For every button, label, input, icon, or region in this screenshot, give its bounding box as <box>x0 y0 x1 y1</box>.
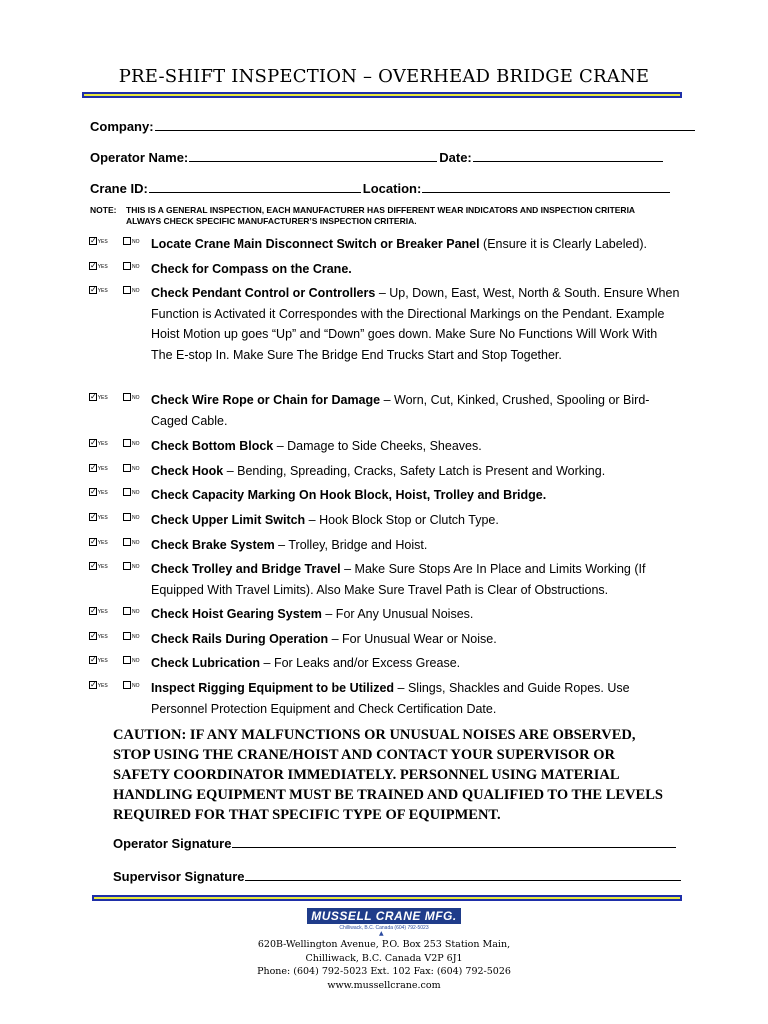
checklist-item-detail: – For Unusual Wear or Noise. <box>328 632 497 646</box>
logo-tagline: Chilliwack, B.C. Canada (604) 792-5023 <box>339 925 429 931</box>
checklist-item-text <box>151 436 681 457</box>
logo-wordmark: MUSSELL CRANE MFG. <box>307 908 461 924</box>
no-checkbox-label: NO <box>132 564 140 570</box>
checklist-item-detail: (Ensure it is Clearly Labeled). <box>479 237 648 251</box>
checkbox-square-icon <box>123 464 131 472</box>
no-checkbox-label: NO <box>132 239 140 245</box>
no-checkbox[interactable] <box>123 237 140 245</box>
check-mark-icon: ✓ <box>90 561 97 570</box>
checklist-item-heading: Check Capacity Marking On Hook Block, Hoist, Trolley and Bridge. <box>151 488 547 502</box>
checkbox-square-icon <box>123 656 131 664</box>
checkbox-square-icon <box>123 562 131 570</box>
supervisor-signature-field <box>113 868 683 884</box>
checklist-item-detail: – Slings, Shackles and Guide Ropes. Use Personnel Protection Equipment and Check Certification Date. <box>151 681 630 716</box>
checklist-item-text <box>151 604 681 625</box>
checklist-item-text <box>151 653 681 674</box>
check-mark-icon: ✓ <box>90 438 97 447</box>
no-checkbox[interactable] <box>123 262 140 270</box>
yes-checkbox-label: YES <box>97 466 108 472</box>
supervisor-signature-line[interactable] <box>245 868 681 881</box>
yes-checkbox-label: YES <box>97 441 108 447</box>
no-checkbox-label: NO <box>132 288 140 294</box>
checkbox-square-icon <box>123 439 131 447</box>
check-mark-icon: ✓ <box>90 655 97 664</box>
no-checkbox-label: NO <box>132 609 140 615</box>
checklist-item-heading: Check Pendant Control or Controllers <box>151 286 376 300</box>
checklist-item-text <box>151 559 681 600</box>
operator-signature-field <box>113 835 678 851</box>
no-checkbox[interactable] <box>123 632 140 640</box>
checklist-item-heading: Check for Compass on the Crane. <box>151 262 352 276</box>
operator-name-input-line[interactable] <box>189 149 437 162</box>
yes-checkbox[interactable] <box>90 488 108 496</box>
checklist-item-detail: – Worn, Cut, Kinked, Crushed, Spooling or Bird-Caged Cable. <box>151 393 650 428</box>
yes-checkbox[interactable] <box>90 262 108 270</box>
check-mark-icon: ✓ <box>90 512 97 521</box>
company-field <box>90 118 697 134</box>
logo-crane-icon: ▲ <box>379 930 384 937</box>
crane-id-label: Crane ID: <box>90 181 148 196</box>
check-mark-icon: ✓ <box>90 487 97 496</box>
check-mark-icon: ✓ <box>90 680 97 689</box>
checklist-item-text <box>151 678 681 719</box>
yes-checkbox[interactable] <box>90 681 108 689</box>
yes-checkbox-label: YES <box>97 264 108 270</box>
yes-checkbox-label: YES <box>97 288 108 294</box>
no-checkbox[interactable] <box>123 607 140 615</box>
no-checkbox-label: NO <box>132 540 140 546</box>
no-checkbox-label: NO <box>132 490 140 496</box>
yes-checkbox-label: YES <box>97 564 108 570</box>
checkbox-square-icon <box>123 262 131 270</box>
checkbox-square-icon <box>123 393 131 401</box>
check-mark-icon: ✓ <box>90 285 97 294</box>
checklist-item-detail: – Up, Down, East, West, North & South. Ensure When Function is Activated it Correspondes with the Directional Markings on the Pendant. Example Hoist Motion up goes “Up” and “Down” goes down. Make Sure No Functions Will Work With The E-stop In. Make Sure The Bridge End Trucks Start and Stop Together. <box>151 286 680 362</box>
note-label: NOTE: <box>90 205 117 215</box>
no-checkbox[interactable] <box>123 286 140 294</box>
checkbox-square-icon <box>123 632 131 640</box>
location-label: Location: <box>362 181 422 196</box>
checkbox-square-icon <box>123 237 131 245</box>
yes-checkbox-label: YES <box>97 490 108 496</box>
checklist-item-text <box>151 535 681 556</box>
checklist-item-heading: Locate Crane Main Disconnect Switch or Breaker Panel <box>151 237 480 251</box>
company-logo <box>307 908 461 936</box>
yes-checkbox[interactable] <box>90 513 108 521</box>
check-mark-icon: ✓ <box>90 631 97 640</box>
no-checkbox-label: NO <box>132 466 140 472</box>
no-checkbox-label: NO <box>132 395 140 401</box>
yes-checkbox[interactable] <box>90 286 108 294</box>
no-checkbox[interactable] <box>123 393 140 401</box>
footer-bar <box>92 895 682 901</box>
check-mark-icon: ✓ <box>90 392 97 401</box>
no-checkbox[interactable] <box>123 562 140 570</box>
yes-checkbox-label: YES <box>97 395 108 401</box>
operator-field <box>90 149 665 165</box>
checklist-item-text <box>151 283 681 365</box>
checklist-item-heading: Check Hoist Gearing System <box>151 607 322 621</box>
checklist-item-text <box>151 259 681 280</box>
no-checkbox[interactable] <box>123 464 140 472</box>
checkbox-square-icon <box>123 538 131 546</box>
check-mark-icon: ✓ <box>90 537 97 546</box>
checklist-item-heading: Inspect Rigging Equipment to be Utilized <box>151 681 395 695</box>
checklist-item-detail: – Hook Block Stop or Clutch Type. <box>305 513 499 527</box>
yes-checkbox-label: YES <box>97 540 108 546</box>
checklist-item-heading: Check Hook <box>151 464 224 478</box>
address-line-1: 620B-Wellington Avenue, P.O. Box 253 Station Main, <box>257 939 511 950</box>
no-checkbox[interactable] <box>123 656 140 664</box>
page-title: PRE-SHIFT INSPECTION – OVERHEAD BRIDGE CRANE <box>118 66 650 87</box>
note-text: THIS IS A GENERAL INSPECTION, EACH MANUFACTURER HAS DIFFERENT WEAR INDICATORS AND INSPECTION CRITERIA ALWAYS CHECK SPECIFIC MANUFACTURER’S INSPECTION CRITERIA. <box>126 205 635 226</box>
checklist-item-detail: – Bending, Spreading, Cracks, Safety Latch is Present and Working. <box>223 464 606 478</box>
general-note <box>90 205 650 227</box>
yes-checkbox[interactable] <box>90 656 108 664</box>
yes-checkbox[interactable] <box>90 237 108 245</box>
no-checkbox-label: NO <box>132 658 140 664</box>
yes-checkbox-label: YES <box>97 634 108 640</box>
checklist-item-detail: – For Any Unusual Noises. <box>321 607 474 621</box>
yes-checkbox[interactable] <box>90 393 108 401</box>
date-label: Date: <box>439 150 472 165</box>
checklist-item-heading: Check Lubrication <box>151 656 261 670</box>
no-checkbox-label: NO <box>132 441 140 447</box>
no-checkbox[interactable] <box>123 513 140 521</box>
caution-text: CAUTION: IF ANY MALFUNCTIONS OR UNUSUAL NOISES ARE OBSERVED, STOP USING THE CRANE/HOIST AND CONTACT YOUR SUPERVISOR OR SAFETY COORDINATOR IMMEDIATELY. PERSONNEL USING MATERIAL HANDLING EQUIPMENT MUST BE TRAINED AND QUALIFIED TO THE LEVELS REQUIRED FOR THAT SPECIFIC TYPE OF EQUIPMENT. <box>113 727 663 823</box>
no-checkbox-label: NO <box>132 264 140 270</box>
operator-signature-line[interactable] <box>232 835 676 848</box>
operator-signature-label: Operator Signature <box>113 836 232 851</box>
checklist-item-heading: Check Brake System <box>151 538 275 552</box>
yes-checkbox[interactable] <box>90 464 108 472</box>
supervisor-signature-label: Supervisor Signature <box>113 869 245 884</box>
checklist-item-text <box>151 510 681 531</box>
yes-checkbox[interactable] <box>90 632 108 640</box>
checklist-item-heading: Check Wire Rope or Chain for Damage <box>151 393 381 407</box>
no-checkbox-label: NO <box>132 515 140 521</box>
yes-checkbox-label: YES <box>97 658 108 664</box>
check-mark-icon: ✓ <box>90 236 97 245</box>
checklist-item-heading: Check Rails During Operation <box>151 632 329 646</box>
yes-checkbox-label: YES <box>97 515 108 521</box>
no-checkbox[interactable] <box>123 439 140 447</box>
date-input-line[interactable] <box>473 149 663 162</box>
checklist-item-detail: – Damage to Side Cheeks, Sheaves. <box>273 439 482 453</box>
checklist-item-detail: – Make Sure Stops Are In Place and Limits Working (If Equipped With Travel Limits). Also Make Sure Travel Path is Clear of Obstructions. <box>151 562 646 597</box>
check-mark-icon: ✓ <box>90 261 97 270</box>
checkbox-square-icon <box>123 681 131 689</box>
checklist-item-heading: Check Upper Limit Switch <box>151 513 306 527</box>
checkbox-square-icon <box>123 286 131 294</box>
checklist-item-text <box>151 234 681 255</box>
no-checkbox[interactable] <box>123 681 140 689</box>
checkbox-square-icon <box>123 513 131 521</box>
checklist-item-heading: Check Bottom Block <box>151 439 274 453</box>
yes-checkbox[interactable] <box>90 562 108 570</box>
footer-address <box>0 938 768 992</box>
yes-checkbox-label: YES <box>97 239 108 245</box>
checklist-item-detail: – For Leaks and/or Excess Grease. <box>260 656 461 670</box>
yes-checkbox[interactable] <box>90 538 108 546</box>
address-line-2: Chilliwack, B.C. Canada V2P 6J1 <box>305 952 463 964</box>
checkbox-square-icon <box>123 488 131 496</box>
yes-checkbox-label: YES <box>97 683 108 689</box>
checklist-item-text <box>151 629 681 650</box>
address-website: www.mussellcrane.com <box>327 979 441 991</box>
checklist-item-text <box>151 390 681 431</box>
no-checkbox-label: NO <box>132 634 140 640</box>
no-checkbox-label: NO <box>132 683 140 689</box>
yes-checkbox-label: YES <box>97 609 108 615</box>
yes-checkbox[interactable] <box>90 439 108 447</box>
checkbox-square-icon <box>123 607 131 615</box>
checklist-item-detail: – Trolley, Bridge and Hoist. <box>274 538 428 552</box>
no-checkbox[interactable] <box>123 488 140 496</box>
address-phone: Phone: (604) 792-5023 Ext. 102 Fax: (604) 792-5026 <box>257 966 511 977</box>
check-mark-icon: ✓ <box>90 606 97 615</box>
check-mark-icon: ✓ <box>90 463 97 472</box>
location-input-line[interactable] <box>422 180 670 193</box>
company-label: Company: <box>90 119 154 134</box>
checklist-item-heading: Check Trolley and Bridge Travel <box>151 562 341 576</box>
no-checkbox[interactable] <box>123 538 140 546</box>
company-input-line[interactable] <box>155 118 695 131</box>
checklist-item-text <box>151 485 681 506</box>
yes-checkbox[interactable] <box>90 607 108 615</box>
crane-id-input-line[interactable] <box>149 180 361 193</box>
crane-id-field <box>90 180 672 196</box>
title-underline-bar <box>82 92 682 98</box>
checklist-item-text <box>151 461 681 482</box>
operator-name-label: Operator Name: <box>90 150 189 165</box>
